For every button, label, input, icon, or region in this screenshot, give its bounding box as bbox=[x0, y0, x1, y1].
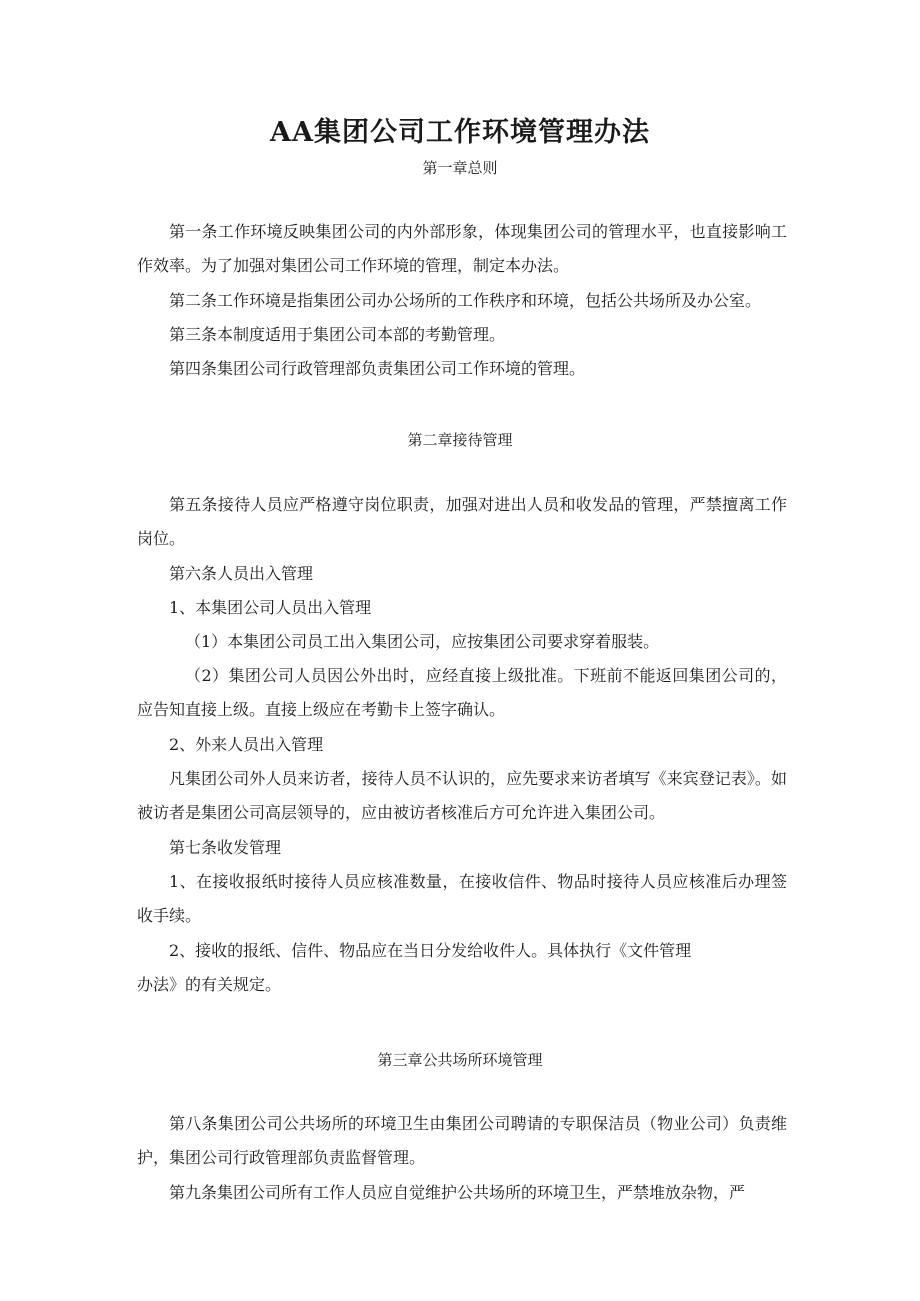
list-item: 2、接收的报纸、信件、物品应在当日分发给收件人。具体执行《文件管理 bbox=[169, 941, 692, 960]
list-item: （1）本集团公司员工出入集团公司，应按集团公司要求穿着服装。 bbox=[185, 632, 660, 651]
list-item-continuation: 办法》的有关规定。 bbox=[137, 975, 282, 994]
chapter-heading: 第三章公共场所环境管理 bbox=[377, 1051, 543, 1069]
article-paragraph: 第三条本制度适用于集团公司本部的考勤管理。 bbox=[169, 325, 506, 344]
document-title: AA集团公司工作环境管理办法 bbox=[270, 117, 650, 148]
article-paragraph: 第七条收发管理 bbox=[169, 838, 282, 857]
article-paragraph: 第四条集团公司行政管理部负责集团公司工作环境的管理。 bbox=[169, 359, 586, 378]
list-item: （2）集团公司人员因公外出时，应经直接上级批准。下班前不能返回集团公司的，应告知直接上级。直接上级应在考勤卡上签字确认。 bbox=[137, 666, 787, 719]
article-paragraph: 第一条工作环境反映集团公司的内外部形象，体现集团公司的管理水平，也直接影响工作效率。为了加强对集团公司工作环境的管理，制定本办法。 bbox=[137, 222, 787, 275]
list-item: 2、外来人员出入管理 bbox=[169, 735, 324, 754]
article-paragraph: 凡集团公司外人员来访者，接待人员不认识的，应先要求来访者填写《来宾登记表》。如被访者是集团公司高层领导的，应由被访者核准后方可允许进入集团公司。 bbox=[137, 769, 787, 822]
list-item: 1、本集团公司人员出入管理 bbox=[169, 598, 372, 617]
chapter-heading: 第二章接待管理 bbox=[407, 431, 513, 449]
article-paragraph: 第八条集团公司公共场所的环境卫生由集团公司聘请的专职保洁员（物业公司）负责维护，集团公司行政管理部负责监督管理。 bbox=[137, 1114, 787, 1167]
list-item: 1、在接收报纸时接待人员应核准数量，在接收信件、物品时接待人员应核准后办理签收手续。 bbox=[137, 872, 787, 925]
article-paragraph: 第六条人员出入管理 bbox=[169, 564, 314, 583]
article-paragraph: 第五条接待人员应严格遵守岗位职责，加强对进出人员和收发品的管理，严禁擅离工作岗位。 bbox=[137, 495, 787, 548]
chapter-heading: 第一章总则 bbox=[422, 159, 498, 177]
article-paragraph: 第九条集团公司所有工作人员应自觉维护公共场所的环境卫生，严禁堆放杂物，严 bbox=[169, 1183, 746, 1202]
article-paragraph: 第二条工作环境是指集团公司办公场所的工作秩序和环境，包括公共场所及办公室。 bbox=[169, 291, 762, 310]
